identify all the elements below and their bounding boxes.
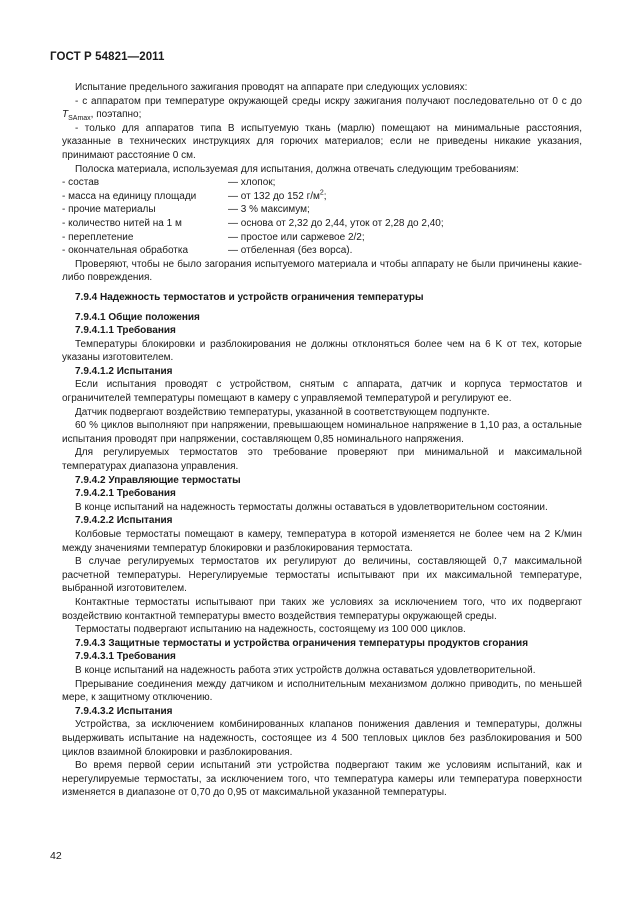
section-heading: 7.9.4.2 Управляющие термостаты (75, 474, 241, 486)
page-number: 42 (50, 850, 62, 862)
paragraph: - с аппаратом при температуре окружающей среды искру зажигания получают последовательно от 0 с до $T_{SAmax}$, поэтапно; (62, 95, 582, 123)
temperature-subscript: SAmax (68, 115, 91, 123)
spec-row: - прочие материалы — 3 % максимум; (62, 204, 310, 216)
section-heading: 7.9.4.1.2 Испытания (75, 365, 173, 377)
section-heading: 7.9.4.1.1 Требования (75, 325, 176, 337)
paragraph: Проверяют, чтобы не было загорания испытуемого материала и чтобы аппарату не были причинены какие-либо повреждения. (62, 258, 582, 284)
spec-row: - переплетение — простое или саржевое 2/2; (62, 231, 365, 243)
paragraph: Термостаты подвергают испытанию на надежность, состоящему из 100 000 циклов. (75, 624, 466, 636)
section-heading: 7.9.4.2.2 Испытания (75, 515, 173, 527)
paragraph: Во время первой серии испытаний эти устройства подвергают таким же условиям испытаний, как и нерегулируемые термостаты, за исключением того, что температура камеры или температура поверхности изменяется в диапазоне от 0,70 до 0,95 от максимальной указанной температуры. (62, 760, 582, 799)
paragraph: - только для аппаратов типа B испытуемую ткань (марлю) помещают на минимальные расстояния, указанные в технических инструкциях для горючих материалов; если не приведены никакие указания, принимают расстояние 0 см. (62, 122, 582, 161)
section-heading: 7.9.4.2.1 Требования (75, 488, 176, 500)
section-heading: 7.9.4 Надежность термостатов и устройств ограничения температуры (75, 291, 424, 303)
section-heading: 7.9.4.3.2 Испытания (75, 705, 173, 717)
paragraph: В конце испытаний на надежность термостаты должны оставаться в удовлетворительном состоянии. (75, 501, 548, 513)
paragraph: Если испытания проводят с устройством, снятым с аппарата, датчик и корпуса термостатов и ограничителей температуры помещают в камеру с управляемой температурой и регулируют ее. (62, 379, 582, 405)
document-header: ГОСТ Р 54821—2011 (50, 51, 165, 63)
paragraph: Полоска материала, используемая для испытания, должна отвечать следующим требованиям: (75, 163, 519, 175)
paragraph: Прерывание соединения между датчиком и исполнительным механизмом должно приводить, по меньшей мере, к защитному отключению. (62, 678, 582, 704)
spec-row: - количество нитей на 1 м — основа от 2,32 до 2,44, уток от 2,28 до 2,40; (62, 217, 444, 229)
paragraph: Колбовые термостаты помещают в камеру, температура в которой изменяется не более чем на 2 K/мин между значениями температур блокировки и разблокирования термостата. (62, 529, 582, 554)
spec-row: - масса на единицу площади — от 132 до 152 $г/м^2$; (62, 189, 327, 202)
paragraph: Датчик подвергают воздействию температуры, указанной в соответствующем подпункте. (75, 406, 490, 418)
paragraph: Устройства, за исключением комбинированных клапанов понижения давления и температуры, должны выдерживать испытание на надежность, состоящее из 4 500 тепловых циклов без разблокирования и 500 циклов взаимной блокировки и разблокирования. (62, 719, 582, 758)
paragraph: В случае регулируемых термостатов их регулируют до величины, составляющей 0,7 максимальной расчетной температуры. Нерегулируемые термостаты испытывают при их максимальной температуре, выбранной изготовителем. (62, 556, 582, 595)
section-heading: 7.9.4.3 Защитные термостаты и устройства ограничения температуры продуктов сгорания (75, 637, 529, 649)
section-heading: 7.9.4.3.1 Требования (75, 651, 176, 663)
material-spec-list (62, 176, 582, 258)
section-heading: 7.9.4.1 Общие положения (75, 311, 200, 323)
paragraph: Испытание предельного зажигания проводят на аппарате при следующих условиях: (75, 82, 468, 93)
spec-row: - окончательная обработка — отбеленная (без ворса). (62, 245, 353, 257)
spec-row: - состав — хлопок; (62, 177, 276, 189)
paragraph: Контактные термостаты испытывают при таких же условиях за исключением того, что их подвергают воздействию контактной температуры вместо воздействия температуры окружающей среды. (62, 596, 582, 622)
paragraph: Для регулируемых термостатов это требование проверяют при минимальной и максимальной температурах диапазона управления. (62, 447, 582, 473)
page-content (62, 81, 582, 800)
paragraph: 60 % циклов выполняют при напряжении, превышающем номинальное напряжение в 1,10 раз, а остальные испытания проводят при напряжении, составляющем 0,85 номинального напряжения. (62, 420, 582, 445)
temperature-symbol: T (62, 109, 69, 121)
paragraph: Температуры блокировки и разблокирования не должны отклоняться более чем на 6 K от тех, которые указаны изготовителем. (62, 338, 582, 364)
paragraph: В конце испытаний на надежность работа этих устройств должна оставаться удовлетворительной. (75, 664, 536, 676)
